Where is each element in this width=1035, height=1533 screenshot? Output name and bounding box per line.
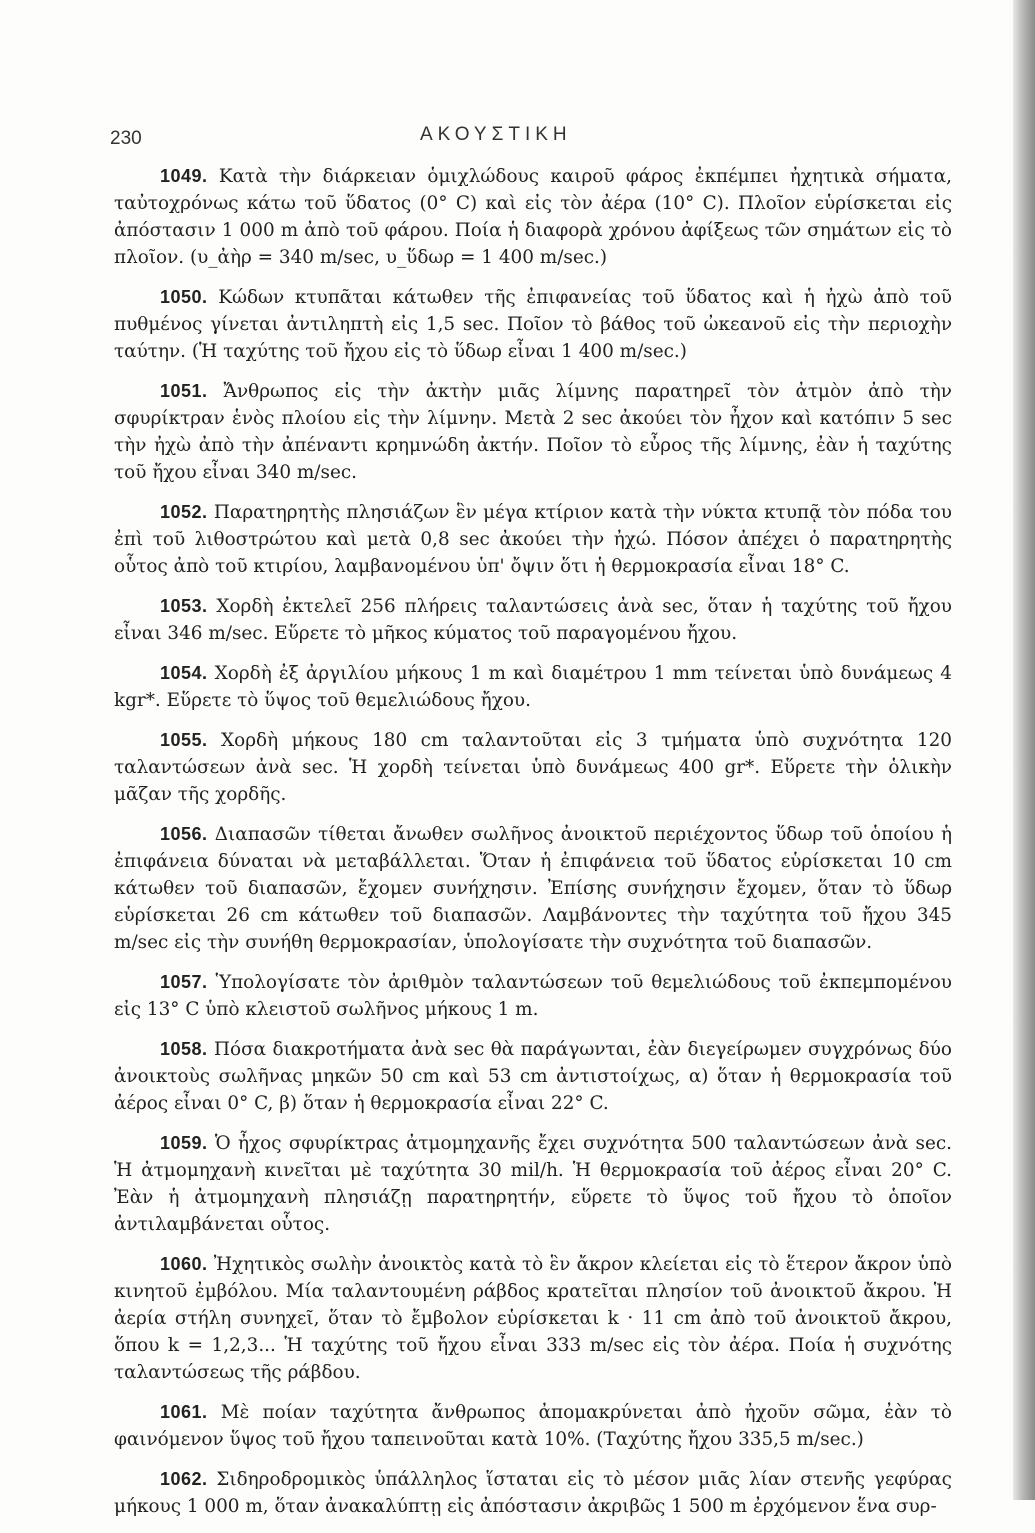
problem-1055	[114, 727, 952, 808]
problem-number: 1052.	[160, 502, 208, 522]
problem-text: Χορδὴ ἐκτελεῖ 256 πλήρεις ταλαντώσεις ἀνὰ sec, ὅταν ἡ ταχύτης τοῦ ἤχου εἶναι 346 m/sec. Εὕρετε τὸ μῆκος κύματος τοῦ παραγομένου ἤχου.	[114, 596, 952, 644]
problem-1059	[114, 1130, 952, 1238]
problem-text: Ἄνθρωπος εἰς τὴν ἀκτὴν μιᾶς λίμνης παρατηρεῖ τὸν ἀτμὸν ἀπὸ τὴν σφυρίκτραν ἑνὸς πλοίου εἰς τὴν λίμνην. Μετὰ 2 sec ἀκούει τὸν ἦχον καὶ κατόπιν 5 sec τὴν ἠχὼ ἀπὸ τὴν ἀπέναντι κρημνώδη ἀκτήν. Ποῖον τὸ εὖρος τῆς λίμνης, ἐὰν ἡ ταχύτης τοῦ ἤχου εἶναι 340 m/sec.	[114, 381, 952, 483]
problem-1052	[114, 499, 952, 580]
running-title: ΑΚΟΥΣΤΙΚΗ	[420, 124, 572, 145]
problem-number: 1056.	[160, 824, 208, 844]
problem-number: 1050.	[160, 287, 208, 307]
problem-1056	[114, 821, 952, 956]
page-edge-shadow	[1013, 0, 1035, 1500]
problem-number: 1053.	[160, 596, 208, 616]
problem-1060	[114, 1251, 952, 1386]
problem-text: Ὑπολογίσατε τὸν ἀριθμὸν ταλαντώσεων τοῦ θεμελιώδους τοῦ ἐκπεμπομένου εἰς 13° C ὑπὸ κλειστοῦ σωλῆνος μήκους 1 m.	[114, 972, 952, 1020]
problem-number: 1051.	[160, 381, 208, 401]
problem-number: 1057.	[160, 972, 208, 992]
problem-1061	[114, 1399, 952, 1453]
problem-1058	[114, 1036, 952, 1117]
problems-list	[114, 163, 952, 1533]
problem-text: Χορδὴ μήκους 180 cm ταλαντοῦται εἰς 3 τμήματα ὑπὸ συχνότητα 120 ταλαντώσεων ἀνὰ sec. Ἡ χορδὴ τείνεται ὑπὸ δυνάμεως 400 gr*. Εὕρετε τὴν ὁλικὴν μᾶζαν τῆς χορδῆς.	[114, 730, 952, 805]
problem-number: 1061.	[160, 1402, 208, 1422]
problem-text: Πόσα διακροτήματα ἀνὰ sec θὰ παράγωνται, ἐὰν διεγείρωμεν συγχρόνως δύο ἀνοικτοὺς σωλῆνας μηκῶν 50 cm καὶ 53 cm ἀντιστοίχως, α) ὅταν ἡ θερμοκρασία τοῦ ἀέρος εἶναι 0° C, β) ὅταν ἡ θερμοκρασία εἶναι 22° C.	[114, 1039, 952, 1114]
problem-text: Σιδηροδρομικὸς ὑπάλληλος ἵσταται εἰς τὸ μέσον μιᾶς λίαν στενῆς γεφύρας μήκους 1 000 m, ὅταν ἀνακαλύπτῃ εἰς ἀπόστασιν ἀκριβῶς 1 500 m ἐρχόμενον ἕνα συρ-	[114, 1469, 952, 1517]
problem-number: 1049.	[160, 166, 208, 186]
problem-text: Κατὰ τὴν διάρκειαν ὁμιχλώδους καιροῦ φάρος ἐκπέμπει ἠχητικὰ σήματα, ταὐτοχρόνως κάτω τοῦ ὕδατος (0° C) καὶ εἰς τὸν ἀέρα (10° C). Πλοῖον εὑρίσκεται εἰς ἀπόστασιν 1 000 m ἀπὸ τοῦ φάρου. Ποία ἡ διαφορὰ χρόνου ἀφίξεως τῶν σημάτων εἰς τὸ πλοῖον. (υ_ἀὴρ = 340 m/sec, υ_ὕδωρ = 1 400 m/sec.)	[114, 166, 952, 268]
problem-text: Κώδων κτυπᾶται κάτωθεν τῆς ἐπιφανείας τοῦ ὕδατος καὶ ἡ ἠχὼ ἀπὸ τοῦ πυθμένος γίνεται ἀντιληπτὴ εἰς 1,5 sec. Ποῖον τὸ βάθος τοῦ ὠκεανοῦ εἰς τὴν περιοχὴν ταύτην. (Ἡ ταχύτης τοῦ ἤχου εἰς τὸ ὕδωρ εἶναι 1 400 m/sec.)	[114, 287, 952, 362]
problem-1054	[114, 660, 952, 714]
problem-1050	[114, 284, 952, 365]
problem-text: Παρατηρητὴς πλησιάζων ἓν μέγα κτίριον κατὰ τὴν νύκτα κτυπᾷ τὸν πόδα του ἐπὶ τοῦ λιθοστρώτου καὶ μετὰ 0,8 sec ἀκούει τὴν ἠχώ. Πόσον ἀπέχει ὁ παρατηρητὴς οὗτος ἀπὸ τοῦ κτιρίου, λαμβανομένου ὑπ' ὄψιν ὅτι ἡ θερμοκρασία εἶναι 18° C.	[114, 502, 952, 577]
problem-number: 1059.	[160, 1133, 208, 1153]
problem-1057	[114, 969, 952, 1023]
problem-text: Χορδὴ ἐξ ἀργιλίου μήκους 1 m καὶ διαμέτρου 1 mm τείνεται ὑπὸ δυνάμεως 4 kgr*. Εὕρετε τὸ ὕψος τοῦ θεμελιώδους ἤχου.	[114, 663, 952, 711]
problem-1049	[114, 163, 952, 271]
problem-1062	[114, 1466, 952, 1520]
problem-number: 1054.	[160, 663, 208, 683]
problem-number: 1058.	[160, 1039, 208, 1059]
problem-text: Μὲ ποίαν ταχύτητα ἄνθρωπος ἀπομακρύνεται ἀπὸ ἠχοῦν σῶμα, ἐὰν τὸ φαινόμενον ὕψος τοῦ ἤχου ταπεινοῦται κατὰ 10%. (Ταχύτης ἤχου 335,5 m/sec.)	[114, 1402, 952, 1450]
problem-number: 1062.	[160, 1469, 208, 1489]
problem-number: 1055.	[160, 730, 208, 750]
problem-1051	[114, 378, 952, 486]
problem-number: 1060.	[160, 1254, 208, 1274]
page-number: 230	[110, 128, 142, 149]
problem-1053	[114, 593, 952, 647]
problem-text: Διαπασῶν τίθεται ἄνωθεν σωλῆνος ἀνοικτοῦ περιέχοντος ὕδωρ τοῦ ὁποίου ἡ ἐπιφάνεια δύναται νὰ μεταβάλλεται. Ὅταν ἡ ἐπιφάνεια τοῦ ὕδατος εὑρίσκεται 10 cm κάτωθεν τοῦ διαπασῶν, ἔχομεν συνήχησιν. Ἐπίσης συνήχησιν ἔχομεν, ὅταν τὸ ὕδωρ εὑρίσκεται 26 cm κάτωθεν τοῦ διαπασῶν. Λαμβάνοντες τὴν ταχύτητα τοῦ ἤχου 345 m/sec εἰς τὴν συνήθη θερμοκρασίαν, ὑπολογίσατε τὴν συχνότητα τοῦ διαπασῶν.	[114, 824, 952, 953]
problem-text: Ἠχητικὸς σωλὴν ἀνοικτὸς κατὰ τὸ ἓν ἄκρον κλείεται εἰς τὸ ἕτερον ἄκρον ὑπὸ κινητοῦ ἐμβόλου. Μία ταλαντουμένη ράβδος κρατεῖται πλησίον τοῦ ἀνοικτοῦ ἄκρου. Ἡ ἀερία στήλη συνηχεῖ, ὅταν τὸ ἔμβολον εὑρίσκεται k · 11 cm ἀπὸ τοῦ ἀνοικτοῦ ἄκρου, ὅπου k = 1,2,3... Ἡ ταχύτης τοῦ ἤχου εἶναι 333 m/sec εἰς τὸν ἀέρα. Ποία ἡ συχνότης ταλαντώσεως τῆς ράβδου.	[114, 1254, 952, 1383]
problem-text: Ὁ ἦχος σφυρίκτρας ἀτμομηχανῆς ἔχει συχνότητα 500 ταλαντώσεων ἀνὰ sec. Ἡ ἀτμομηχανὴ κινεῖται μὲ ταχύτητα 30 mil/h. Ἡ θερμοκρασία τοῦ ἀέρος εἶναι 20° C. Ἐὰν ἡ ἀτμομηχανὴ πλησιάζῃ παρατηρητήν, εὕρετε τὸ ὕψος τοῦ ἤχου τὸ ὁποῖον ἀντιλαμβάνεται οὗτος.	[114, 1133, 952, 1235]
